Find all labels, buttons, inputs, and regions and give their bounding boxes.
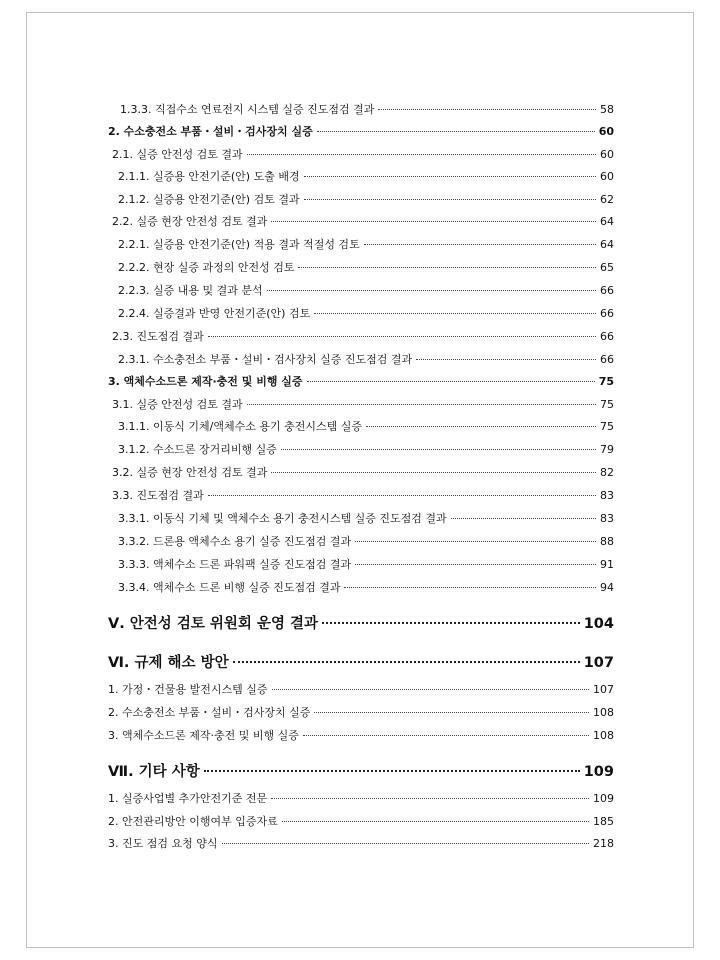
dot-leader (271, 472, 596, 473)
toc-entry-page: 109 (583, 764, 614, 780)
toc-entry-page: 60 (600, 148, 614, 161)
toc-entry-title: 2.2.2. 현장 실증 과정의 안전성 검토 (118, 261, 295, 274)
toc-entry-page: 75 (598, 375, 614, 388)
dot-leader (317, 131, 595, 132)
dot-leader (355, 564, 596, 565)
dot-leader (281, 449, 596, 450)
toc-entry-title: 3.1. 실증 안전성 검토 결과 (112, 398, 243, 411)
dot-leader (314, 712, 589, 713)
toc-entry-page: 82 (600, 466, 614, 479)
dot-leader (298, 267, 596, 268)
toc-entry-page: 66 (600, 284, 614, 297)
toc-entry[interactable] (118, 170, 614, 184)
dot-leader (208, 336, 596, 337)
toc-entry-title: 2. 수소충전소 부품・설비・검사장치 실증 (108, 125, 313, 138)
toc-entry-title: 2. 수소충전소 부품・설비・검사장치 실증 (108, 706, 311, 719)
toc-entry-title: 3. 진도 점검 요청 양식 (108, 837, 218, 850)
dot-leader (355, 541, 596, 542)
toc-entry-page: 75 (600, 420, 614, 433)
toc-entry[interactable] (108, 729, 614, 743)
toc-entry-title: 3.3.3. 액체수소 드론 파워팩 실증 진도점검 결과 (118, 558, 352, 571)
dot-leader (416, 359, 596, 360)
toc-entry[interactable] (118, 512, 614, 526)
toc-entry-title: 3.1.1. 이동식 기체/액체수소 용기 충전시스템 실증 (118, 420, 362, 433)
toc-entry-title: Ⅶ. 기타 사항 (108, 764, 200, 780)
toc-chapter-entry[interactable] (108, 654, 614, 672)
toc-entry-title: 1. 실증사업별 추가안전기준 전문 (108, 792, 268, 805)
toc-entry-title: 2.3.1. 수소충전소 부품・설비・검사장치 실증 진도점검 결과 (118, 353, 413, 366)
toc-entry[interactable] (118, 420, 614, 434)
toc-entry-page: 91 (600, 558, 614, 571)
toc-entry[interactable] (118, 193, 614, 207)
toc-entry-title: 2.2.1. 실증용 안전기준(안) 적용 결과 적절성 검토 (118, 238, 360, 251)
dot-leader (208, 495, 596, 496)
toc-entry[interactable] (112, 466, 614, 480)
dot-leader (378, 109, 596, 110)
toc-entry-page: 104 (583, 616, 614, 632)
dot-leader (303, 735, 589, 736)
toc-entry-page: 60 (600, 170, 614, 183)
toc-entry-page: 88 (600, 535, 614, 548)
dot-leader (271, 798, 589, 799)
toc-entry[interactable] (108, 837, 614, 851)
toc-entry-page: 66 (600, 330, 614, 343)
toc-entry-title: 2.2. 실증 현장 안전성 검토 결과 (112, 215, 268, 228)
dot-leader (233, 661, 580, 663)
toc-entry[interactable] (108, 125, 614, 139)
toc-entry-title: 1.3.3. 직접수소 연료전지 시스템 실증 진도점검 결과 (120, 103, 375, 116)
toc-entry-title: 3. 액체수소드론 제작·충전 및 비행 실증 (108, 729, 299, 742)
toc-entry[interactable] (108, 375, 614, 389)
toc-entry-title: 2.1.1. 실증용 안전기준(안) 도출 배경 (118, 170, 300, 183)
toc-entry-page: 79 (600, 443, 614, 456)
toc-entry-title: Ⅵ. 규제 해소 방안 (108, 655, 229, 671)
dot-leader (282, 821, 589, 822)
dot-leader (307, 381, 595, 382)
dot-leader (314, 313, 596, 314)
dot-leader (271, 221, 596, 222)
toc-entry-title: 3.3.1. 이동식 기체 및 액체수소 용기 충전시스템 실증 진도점검 결과 (118, 512, 447, 525)
toc-entry[interactable] (108, 683, 614, 697)
toc-entry-page: 65 (600, 261, 614, 274)
dot-leader (247, 154, 596, 155)
toc-entry[interactable] (120, 103, 614, 117)
toc-entry[interactable] (112, 148, 614, 162)
dot-leader (344, 587, 596, 588)
toc-entry-page: 185 (593, 815, 614, 828)
dot-leader (364, 244, 596, 245)
toc-entry-page: 64 (600, 215, 614, 228)
dot-leader (322, 622, 580, 624)
toc-entry-title: 2.2.4. 실증결과 반영 안전기준(안) 검토 (118, 307, 311, 320)
toc-entry-page: 75 (600, 398, 614, 411)
toc-entry-page: 108 (593, 706, 614, 719)
dot-leader (222, 843, 590, 844)
toc-entry-title: 2. 안전관리방안 이행여부 입증자료 (108, 815, 278, 828)
toc-entry-title: Ⅴ. 안전성 검토 위원회 운영 결과 (108, 616, 319, 632)
toc-entry-page: 109 (593, 792, 614, 805)
toc-entry-title: 2.1.2. 실증용 안전기준(안) 검토 결과 (118, 193, 300, 206)
toc-entry[interactable] (112, 489, 614, 503)
toc-entry-page: 83 (600, 512, 614, 525)
toc-entry-page: 64 (600, 238, 614, 251)
toc-entry-page: 218 (593, 837, 614, 850)
toc-entry-page: 107 (583, 655, 614, 671)
toc-entry[interactable] (118, 353, 614, 367)
toc-entry[interactable] (118, 581, 614, 595)
toc-entry-title: 2.1. 실증 안전성 검토 결과 (112, 148, 243, 161)
toc-entry-page: 66 (600, 353, 614, 366)
toc-entry-title: 1. 가정・건물용 발전시스템 실증 (108, 683, 268, 696)
toc-entry-title: 2.2.3. 실증 내용 및 결과 분석 (118, 284, 263, 297)
toc-entry[interactable] (118, 284, 614, 298)
toc-entry-page: 83 (600, 489, 614, 502)
toc-entry-page: 108 (593, 729, 614, 742)
toc-entry[interactable] (112, 330, 614, 344)
dot-leader (247, 404, 596, 405)
toc-entry[interactable] (118, 443, 614, 457)
toc-entry-page: 60 (598, 125, 614, 138)
toc-entry-title: 3.3. 진도점검 결과 (112, 489, 204, 502)
toc-entry[interactable] (118, 238, 614, 252)
toc-entry[interactable] (118, 558, 614, 572)
dot-leader (304, 199, 596, 200)
toc-entry-title: 2.3. 진도점검 결과 (112, 330, 204, 343)
toc-entry-title: 3.3.4. 액체수소 드론 비행 실증 진도점검 결과 (118, 581, 341, 594)
toc-entry-title: 3.1.2. 수소드론 장거리비행 실증 (118, 443, 277, 456)
toc-entry-title: 3.2. 실증 현장 안전성 검토 결과 (112, 466, 268, 479)
toc-entry[interactable] (118, 307, 614, 321)
toc-entry[interactable] (108, 815, 614, 829)
toc-entry-page: 62 (600, 193, 614, 206)
dot-leader (267, 290, 596, 291)
toc-chapter-entry[interactable] (108, 763, 614, 781)
dot-leader (366, 426, 596, 427)
toc-entry[interactable] (118, 261, 614, 275)
toc-entry-title: 3. 액체수소드론 제작·충전 및 비행 실증 (108, 375, 303, 388)
toc-entry[interactable] (112, 215, 614, 229)
toc-entry[interactable] (112, 398, 614, 412)
toc-entry[interactable] (108, 706, 614, 720)
dot-leader (304, 176, 596, 177)
toc-entry-page: 58 (600, 103, 614, 116)
toc-entry-title: 3.3.2. 드론용 액체수소 용기 실증 진도점검 결과 (118, 535, 352, 548)
dot-leader (204, 770, 580, 772)
dot-leader (451, 518, 596, 519)
toc-entry-page: 66 (600, 307, 614, 320)
dot-leader (272, 689, 590, 690)
toc-entry-page: 94 (600, 581, 614, 594)
toc-entry-page: 107 (593, 683, 614, 696)
toc-chapter-entry[interactable] (108, 615, 614, 633)
toc-entry[interactable] (118, 535, 614, 549)
toc-entry[interactable] (108, 792, 614, 806)
